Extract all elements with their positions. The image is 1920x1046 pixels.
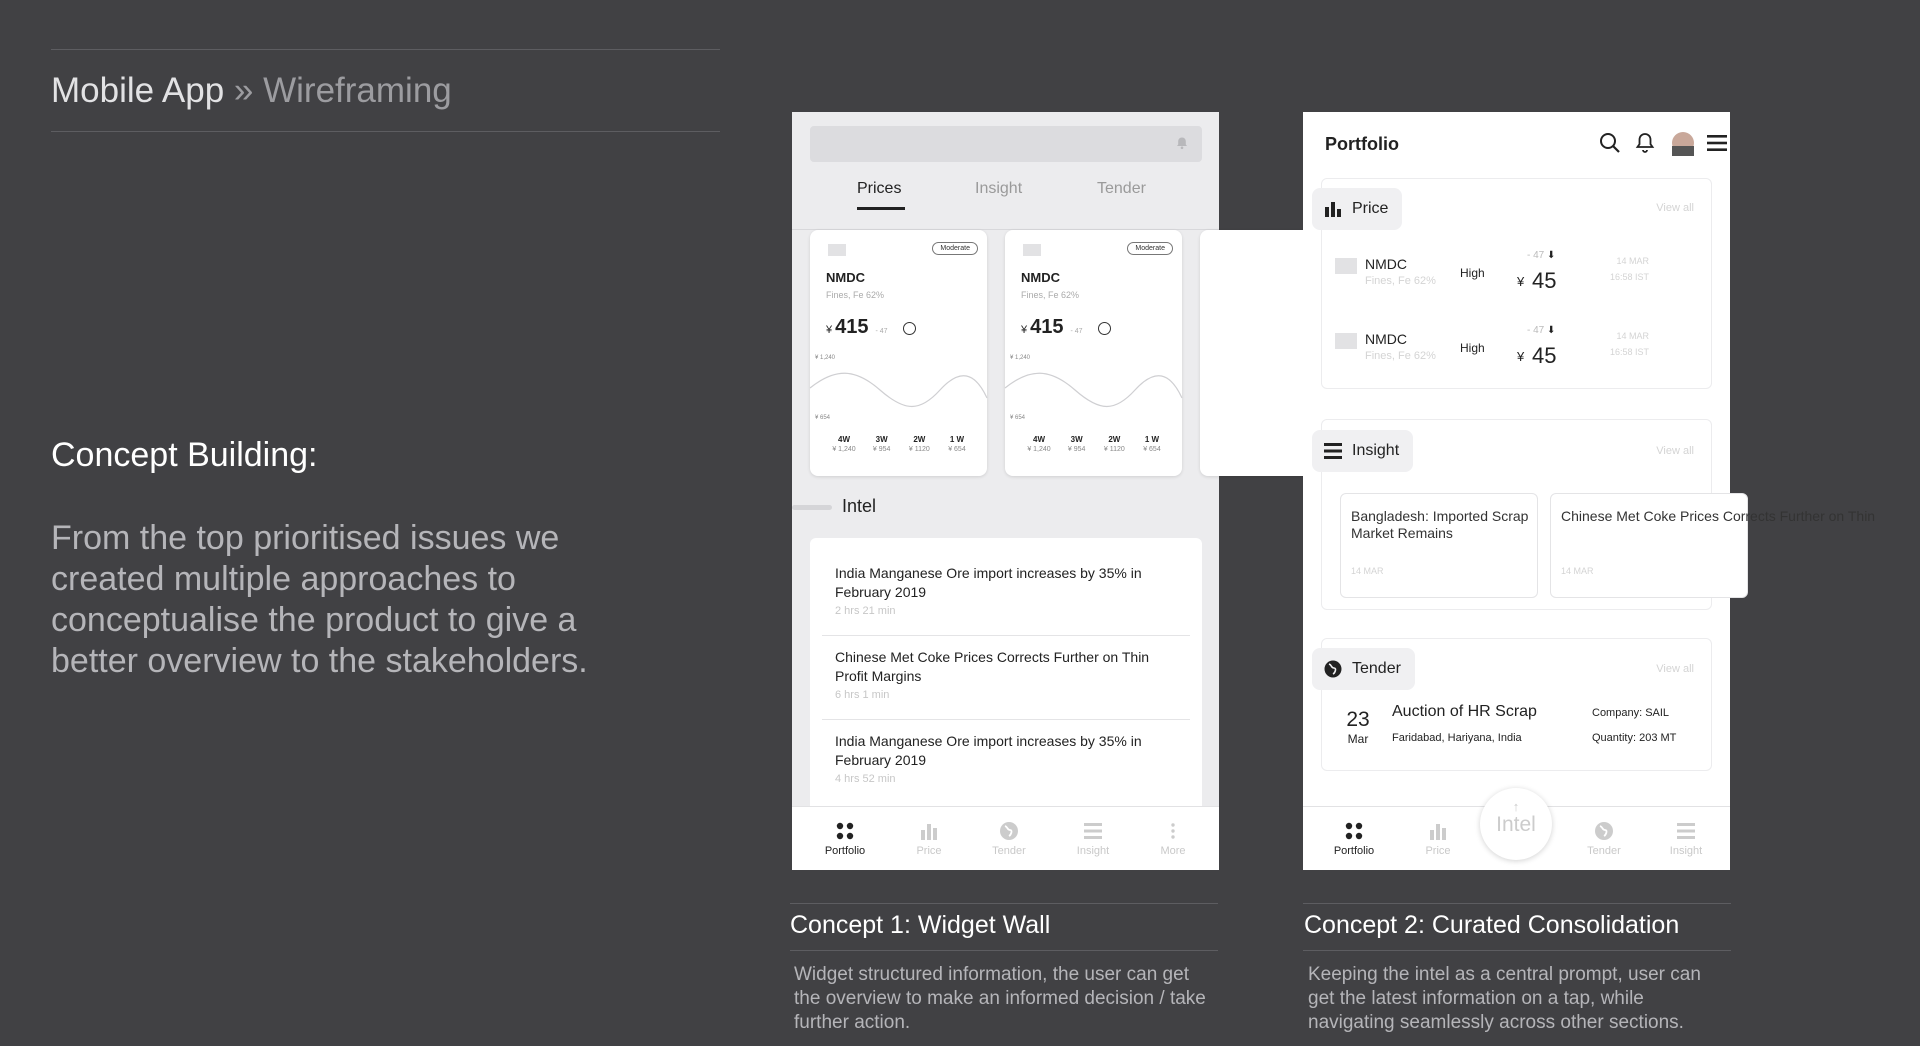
tab-prices[interactable]: Prices bbox=[857, 180, 902, 197]
delta-value: - 47 bbox=[1527, 250, 1545, 261]
currency-symbol: ¥ bbox=[1517, 274, 1525, 289]
breadcrumb-separator: » bbox=[233, 71, 254, 110]
nav-label: Insight bbox=[1669, 845, 1703, 857]
fab-label: Intel bbox=[1496, 813, 1536, 836]
nav-price[interactable] bbox=[899, 819, 959, 857]
breadcrumb-section: Mobile App bbox=[51, 71, 225, 110]
chart-high-label: ¥ 1,240 bbox=[1010, 355, 1031, 361]
menu-icon[interactable] bbox=[1707, 134, 1727, 152]
active-tab-indicator bbox=[857, 207, 905, 210]
concept-heading: Concept Building: bbox=[51, 436, 318, 474]
check-circle-icon[interactable] bbox=[1098, 322, 1111, 335]
period-item bbox=[1096, 435, 1132, 453]
price-card[interactable] bbox=[1005, 230, 1182, 476]
tab-insight[interactable]: Insight bbox=[975, 180, 1023, 197]
news-time: 6 hrs 1 min bbox=[835, 689, 890, 701]
period-item bbox=[939, 435, 975, 453]
period-item bbox=[1021, 435, 1057, 453]
price-time: 16:58 IST bbox=[1609, 272, 1649, 282]
period-label: 4W bbox=[1033, 435, 1045, 444]
period-summary bbox=[1021, 435, 1170, 453]
globe-icon bbox=[999, 821, 1019, 841]
globe-icon bbox=[1594, 821, 1614, 841]
news-time: 4 hrs 52 min bbox=[835, 773, 896, 785]
concept2-caption-text: Keeping the intel as a central prompt, user can get the latest information on a tap, while navigating seamlessly across other sections. bbox=[1308, 964, 1701, 1033]
nav-insight[interactable] bbox=[1656, 819, 1716, 857]
insight-card[interactable] bbox=[1550, 493, 1876, 598]
concept-description: From the top prioritised issues we created multiple approaches to conceptualise the product to give a better overview to the stakeholders. bbox=[51, 519, 588, 680]
arrow-up-icon: ↑ bbox=[1512, 799, 1520, 814]
period-label: 2W bbox=[913, 435, 926, 444]
more-vertical-icon bbox=[1163, 821, 1183, 841]
nav-insight[interactable] bbox=[1063, 819, 1123, 857]
risk-badge: Moderate bbox=[932, 242, 978, 255]
delta-value: - 47 bbox=[1527, 325, 1545, 336]
bar-chart-icon bbox=[1428, 821, 1448, 841]
news-item[interactable] bbox=[835, 732, 1180, 785]
period-item bbox=[864, 435, 900, 453]
nav-portfolio[interactable] bbox=[1324, 819, 1384, 857]
chart-low-label: ¥ 654 bbox=[1010, 415, 1026, 421]
nav-label: More bbox=[1160, 845, 1186, 857]
nav-label: Tender bbox=[992, 845, 1026, 857]
arrow-down-icon: ⬇ bbox=[1547, 325, 1556, 336]
caption-top-rule bbox=[790, 903, 1218, 904]
header-top-rule bbox=[51, 49, 720, 50]
list-icon bbox=[1324, 443, 1342, 459]
bell-icon[interactable] bbox=[1635, 132, 1655, 154]
news-divider bbox=[822, 719, 1190, 720]
nav-label: Portfolio bbox=[824, 845, 866, 857]
check-circle-icon[interactable] bbox=[903, 322, 916, 335]
period-label: 1 W bbox=[949, 435, 965, 444]
price-value: 415 bbox=[835, 316, 869, 338]
avatar[interactable] bbox=[1672, 132, 1694, 154]
globe-icon bbox=[1324, 660, 1342, 678]
view-all-link[interactable]: View all bbox=[1656, 663, 1694, 675]
insight-date: 14 MAR bbox=[1351, 566, 1384, 576]
company-logo-placeholder bbox=[828, 244, 846, 256]
insight-card[interactable] bbox=[1340, 493, 1538, 598]
period-value: ¥ 654 bbox=[1143, 446, 1161, 453]
period-item bbox=[1134, 435, 1170, 453]
price-time: 16:58 IST bbox=[1609, 347, 1649, 357]
company-logo-placeholder bbox=[1335, 333, 1357, 349]
price-row[interactable] bbox=[1335, 325, 1649, 379]
concept1-wireframe bbox=[792, 112, 1219, 870]
insight-title: Chinese Met Coke Prices Corrects Further on Thin bbox=[1561, 508, 1876, 524]
nav-label: Portfolio bbox=[1333, 845, 1375, 857]
chart-high-label: ¥ 1,240 bbox=[815, 355, 836, 361]
nav-price[interactable] bbox=[1408, 819, 1468, 857]
concept1-caption-text: Widget structured information, the user can get the overview to make an informed decision / take further action. bbox=[794, 964, 1206, 1033]
product-grade: Fines, Fe 62% bbox=[826, 290, 885, 300]
company-name: NMDC bbox=[1021, 270, 1060, 285]
period-label: 3W bbox=[875, 435, 888, 444]
list-icon bbox=[1676, 821, 1696, 841]
section-label: Insight bbox=[1352, 442, 1400, 459]
bar-chart-icon bbox=[919, 821, 939, 841]
currency-symbol: ¥ bbox=[826, 324, 833, 336]
period-item bbox=[826, 435, 862, 453]
sparkline-chart bbox=[1005, 360, 1182, 415]
price-section-pill[interactable] bbox=[1312, 188, 1402, 230]
price-delta: - 47 bbox=[1070, 328, 1083, 335]
period-value: ¥ 1,240 bbox=[832, 446, 856, 453]
news-item[interactable] bbox=[835, 648, 1180, 701]
period-label: 1 W bbox=[1144, 435, 1160, 444]
tab-tender[interactable]: Tender bbox=[1097, 180, 1146, 197]
period-label: 3W bbox=[1070, 435, 1083, 444]
intel-section-marker bbox=[792, 505, 832, 510]
period-value: ¥ 1,240 bbox=[1027, 446, 1051, 453]
grid-icon bbox=[1344, 821, 1364, 841]
bar-chart-icon bbox=[1324, 200, 1342, 218]
price-delta bbox=[1527, 250, 1555, 261]
product-grade: Fines, Fe 62% bbox=[1365, 350, 1436, 362]
intel-heading: Intel bbox=[842, 496, 877, 516]
period-value: ¥ 654 bbox=[948, 446, 966, 453]
nav-tender[interactable] bbox=[1574, 819, 1634, 857]
tender-title[interactable]: Auction of HR Scrap bbox=[1392, 703, 1537, 720]
view-all-link[interactable]: View all bbox=[1656, 202, 1694, 214]
period-value: ¥ 954 bbox=[872, 446, 891, 453]
arrow-down-icon: ⬇ bbox=[1547, 250, 1556, 261]
nav-more[interactable] bbox=[1143, 819, 1203, 857]
tender-day: 23 bbox=[1346, 708, 1370, 731]
price-level: High bbox=[1460, 341, 1485, 355]
price-value: 45 bbox=[1532, 268, 1557, 293]
news-title: India Manganese Ore import increases by 35% in February 2019 bbox=[835, 733, 1142, 768]
company-name: NMDC bbox=[826, 270, 865, 285]
period-item bbox=[1059, 435, 1095, 453]
tender-company: Company: SAIL bbox=[1592, 707, 1670, 719]
insight-date: 14 MAR bbox=[1561, 566, 1594, 576]
period-value: ¥ 1120 bbox=[908, 446, 930, 453]
period-label: 2W bbox=[1108, 435, 1121, 444]
grid-icon bbox=[835, 821, 855, 841]
company-logo-placeholder bbox=[1023, 244, 1041, 256]
tender-quantity: Quantity: 203 MT bbox=[1592, 732, 1677, 744]
period-value: ¥ 1120 bbox=[1103, 446, 1125, 453]
caption-top-rule bbox=[1303, 903, 1731, 904]
price-value: 415 bbox=[1030, 316, 1064, 338]
bell-icon[interactable] bbox=[1175, 136, 1189, 150]
nav-portfolio[interactable] bbox=[815, 819, 875, 857]
breadcrumb-page: Wireframing bbox=[263, 71, 452, 110]
price-date: 14 MAR bbox=[1616, 256, 1649, 266]
chart-low-label: ¥ 654 bbox=[815, 415, 831, 421]
price-value: 45 bbox=[1532, 343, 1557, 368]
search-bar[interactable] bbox=[810, 126, 1202, 162]
screen-title: Portfolio bbox=[1325, 134, 1399, 154]
price-card[interactable] bbox=[810, 230, 987, 476]
news-item[interactable] bbox=[835, 564, 1180, 617]
concept2-caption-title: Concept 2: Curated Consolidation bbox=[1304, 911, 1680, 939]
period-value: ¥ 954 bbox=[1067, 446, 1086, 453]
news-list bbox=[810, 538, 1202, 838]
nav-label: Tender bbox=[1587, 845, 1621, 857]
nav-label: Price bbox=[916, 845, 942, 857]
company-name: NMDC bbox=[1365, 331, 1407, 347]
period-summary bbox=[826, 435, 975, 453]
price-level: High bbox=[1460, 266, 1485, 280]
view-all-link[interactable]: View all bbox=[1656, 445, 1694, 457]
search-icon[interactable] bbox=[1599, 132, 1621, 154]
price-row bbox=[1021, 316, 1111, 339]
section-label: Price bbox=[1352, 200, 1389, 217]
header-bottom-rule bbox=[51, 131, 720, 132]
price-date: 14 MAR bbox=[1616, 331, 1649, 341]
news-title: Chinese Met Coke Prices Corrects Further on Thin Profit Margins bbox=[835, 649, 1150, 684]
news-divider bbox=[822, 635, 1190, 636]
news-time: 2 hrs 21 min bbox=[835, 605, 896, 617]
caption-bottom-rule bbox=[790, 950, 1218, 951]
sparkline-chart bbox=[810, 360, 987, 415]
product-grade: Fines, Fe 62% bbox=[1021, 290, 1080, 300]
concept2-wireframe bbox=[1303, 112, 1876, 870]
breadcrumb bbox=[51, 70, 452, 112]
list-icon bbox=[1083, 821, 1103, 841]
risk-badge: Moderate bbox=[1127, 242, 1173, 255]
price-row bbox=[826, 316, 916, 339]
tender-location: Faridabad, Hariyana, India bbox=[1392, 732, 1522, 744]
price-row[interactable] bbox=[1335, 250, 1649, 304]
company-logo-placeholder bbox=[1335, 258, 1357, 274]
tender-section-pill[interactable] bbox=[1312, 648, 1415, 690]
period-label: 4W bbox=[838, 435, 850, 444]
product-grade: Fines, Fe 62% bbox=[1365, 275, 1436, 287]
nav-label: Price bbox=[1425, 845, 1451, 857]
currency-symbol: ¥ bbox=[1517, 349, 1525, 364]
insight-title: Bangladesh: Imported Scrap Market Remains bbox=[1351, 508, 1529, 541]
nav-tender[interactable] bbox=[979, 819, 1039, 857]
price-delta bbox=[1527, 325, 1555, 336]
tender-month: Mar bbox=[1347, 732, 1369, 746]
intel-fab-button[interactable] bbox=[1480, 788, 1552, 860]
currency-symbol: ¥ bbox=[1021, 324, 1028, 336]
nav-label: Insight bbox=[1076, 845, 1110, 857]
price-delta: - 47 bbox=[875, 328, 888, 335]
insight-section-pill[interactable] bbox=[1312, 430, 1413, 472]
bottom-nav bbox=[792, 806, 1219, 870]
section-label: Tender bbox=[1352, 660, 1401, 677]
concept1-caption-title: Concept 1: Widget Wall bbox=[790, 911, 1051, 939]
caption-bottom-rule bbox=[1303, 950, 1731, 951]
news-title: India Manganese Ore import increases by 35% in February 2019 bbox=[835, 565, 1142, 600]
company-name: NMDC bbox=[1365, 256, 1407, 272]
period-item bbox=[901, 435, 937, 453]
